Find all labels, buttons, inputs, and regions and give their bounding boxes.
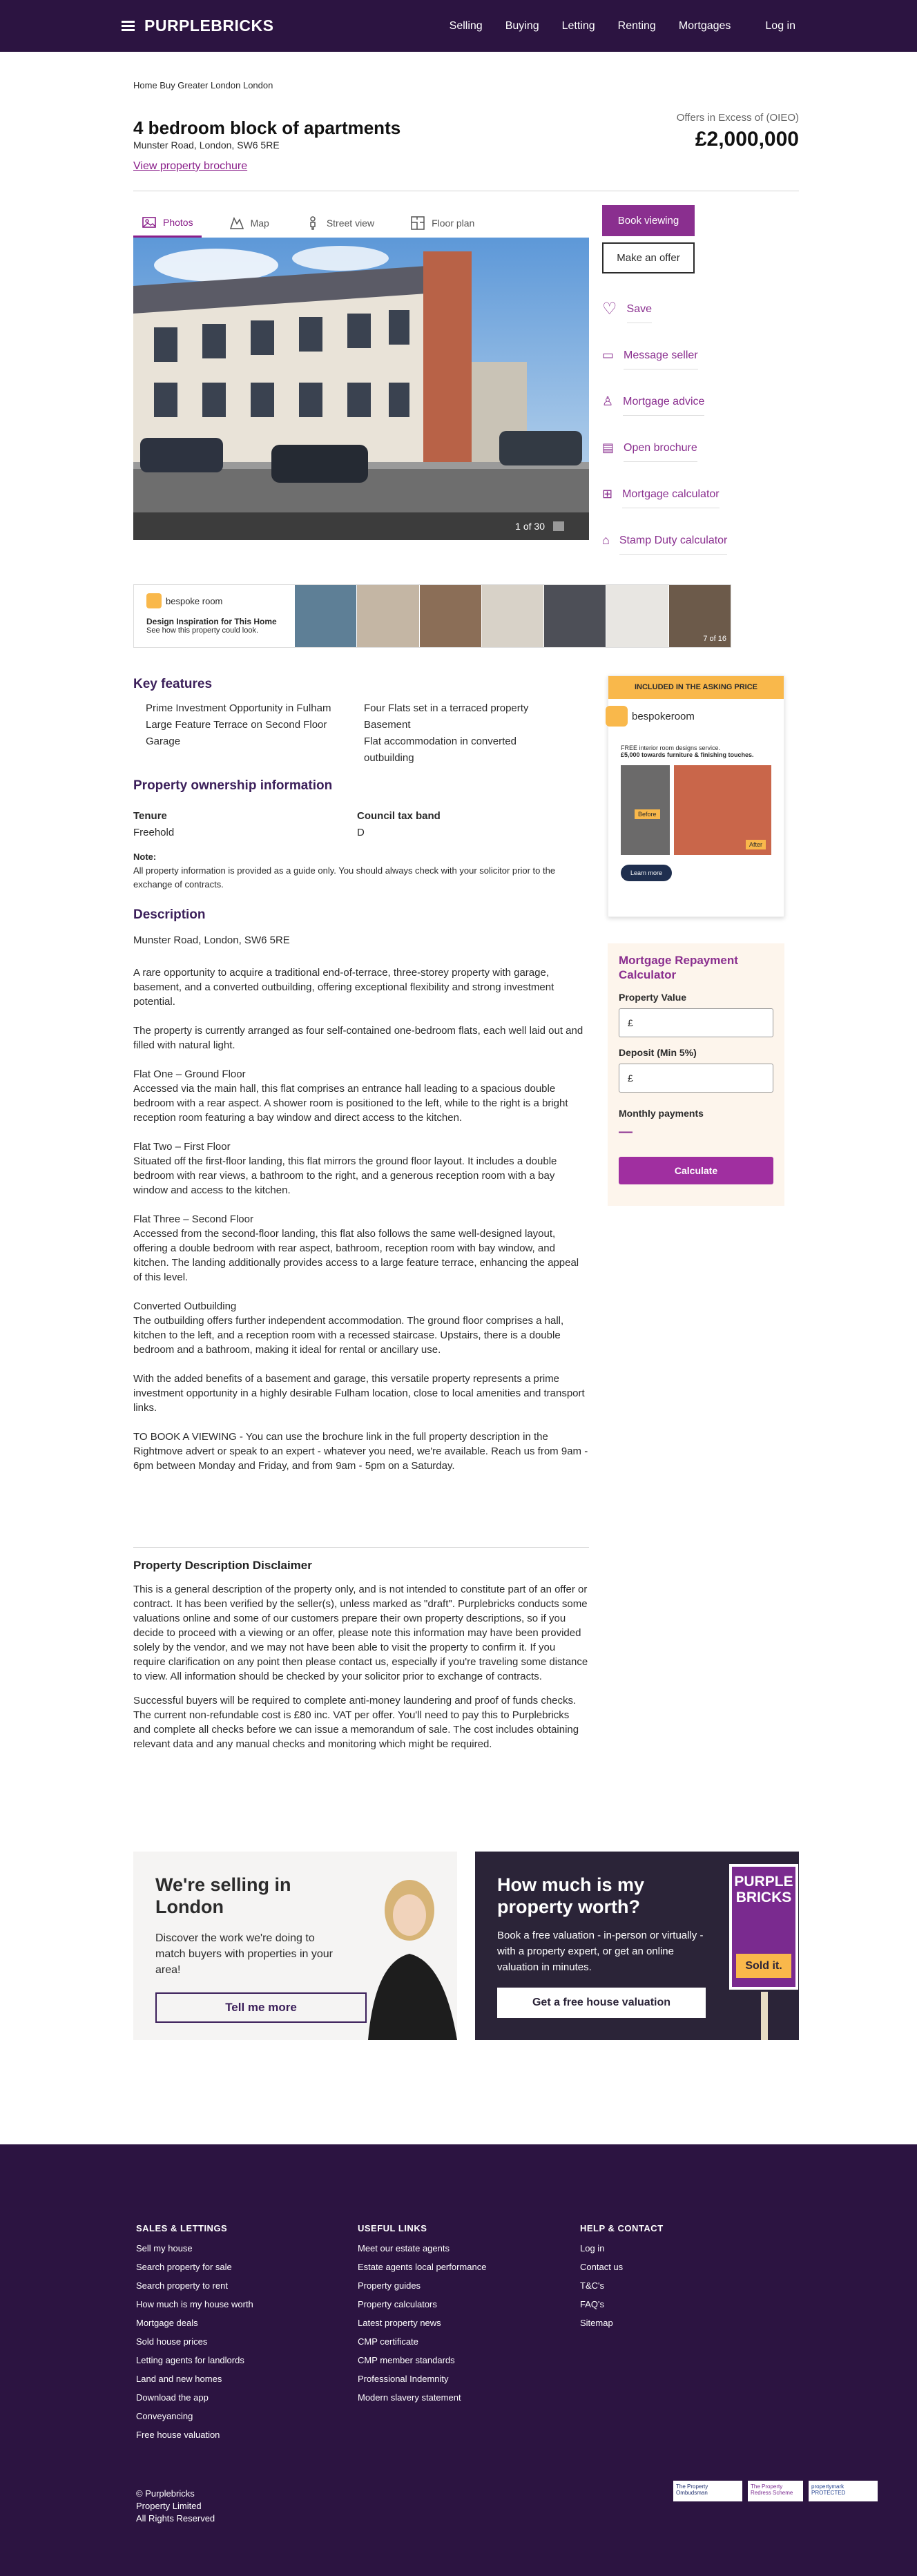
tab-label: Photos <box>163 216 193 228</box>
copyright-line: © Purplebricks <box>136 2488 195 2499</box>
description-body <box>133 933 589 1488</box>
calculator-icon: ⊞ <box>602 487 613 501</box>
footer-link[interactable]: T&C's <box>580 2280 604 2291</box>
footer-link[interactable]: Sell my house <box>136 2243 193 2253</box>
footer-link[interactable]: Property calculators <box>358 2299 437 2309</box>
page-title: 4 bedroom block of apartments <box>133 117 401 138</box>
tab-photos[interactable] <box>133 209 202 238</box>
feature-item: Prime Investment Opportunity in Fulham <box>146 702 331 714</box>
feature-item: Flat accommodation in converted outbuilding <box>364 736 517 764</box>
chat-icon: ▭ <box>602 348 615 362</box>
home-icon: ⌂ <box>602 533 610 547</box>
nav-renting[interactable]: Renting <box>617 19 656 32</box>
make-offer-button[interactable]: Make an offer <box>602 242 695 273</box>
map-icon <box>229 215 244 231</box>
room-tile <box>543 585 606 647</box>
footer-link[interactable]: Search property to rent <box>136 2280 228 2291</box>
open-brochure-action[interactable] <box>602 425 768 471</box>
divider <box>133 1547 589 1548</box>
promo-valuation-text: Book a free valuation - in-person or virtually - with a property expert, or get an online valuation in minutes. <box>497 1930 704 1973</box>
monthly-payments-label: Monthly payments <box>619 1108 704 1119</box>
nav-letting[interactable]: Letting <box>561 19 595 32</box>
deposit-label: Deposit (Min 5%) <box>619 1047 697 1058</box>
footer-link[interactable]: Meet our estate agents <box>358 2243 450 2253</box>
banner-text <box>134 585 294 647</box>
monthly-payments-value: — <box>619 1124 633 1140</box>
room-tile <box>668 585 731 647</box>
ad-images <box>621 765 771 855</box>
description-paragraph: TO BOOK A VIEWING - You can use the brochure link in the full property description in the Rightmove advert or speak to an expert - whatever you need, we're available. Reach us from 9am - 6pm between Monday and Friday, and from 9am - 5pm on a Saturday. <box>133 1431 588 1472</box>
book-viewing-button[interactable]: Book viewing <box>602 205 695 236</box>
banner-tiles <box>294 585 731 647</box>
promo-selling <box>133 1852 457 2040</box>
footer-link[interactable]: Download the app <box>136 2392 209 2403</box>
gallery-icon[interactable] <box>553 521 564 531</box>
disclaimer <box>133 1558 589 1761</box>
message-seller-action[interactable] <box>602 332 768 378</box>
photo-icon <box>142 215 157 230</box>
footer-link[interactable]: Professional Indemnity <box>358 2374 449 2384</box>
calculator-title: Mortgage Repayment Calculator <box>619 954 738 981</box>
description-paragraph: Flat One – Ground Floor Accessed via the main hall, this flat comprises an entrance hall leading to a spacious double bedroom with a rear aspect. A shower room is positioned to the left, while to the right is a bright reception room featuring a bay window and direct access to the kitchen. <box>133 1068 568 1124</box>
mortgage-calculator <box>608 943 784 1206</box>
after-image <box>674 765 771 855</box>
sign-post <box>761 1992 768 2040</box>
bespoke-logo-icon <box>146 593 162 608</box>
key-features-heading: Key features <box>133 677 213 691</box>
logo[interactable] <box>122 17 273 35</box>
promo-valuation <box>475 1852 799 2040</box>
description-paragraph: Flat Three – Second Floor Accessed from the second-floor landing, this flat also follows the same well-designed layout, offering a double bedroom with rear aspect, bathroom, reception room with bay window, and kitchen. The landing additionally provides access to a large feature terrace, enhancing the appeal of this level. <box>133 1213 579 1283</box>
footer-link[interactable]: Conveyancing <box>136 2411 193 2421</box>
ad-body <box>608 699 784 888</box>
price: £2,000,000 <box>695 128 799 151</box>
ownership-heading: Property ownership information <box>133 778 333 793</box>
menu-icon[interactable] <box>122 19 135 33</box>
tab-label: Floor plan <box>432 218 475 229</box>
footer-link[interactable]: Latest property news <box>358 2318 441 2328</box>
footer-heading: USEFUL LINKS <box>358 2223 427 2233</box>
note-text: All property information is provided as a guide only. You should always check with your solicitor prior to the exchange of contracts. <box>133 865 556 890</box>
footer-col-help <box>580 2223 664 2336</box>
nav-mortgages[interactable]: Mortgages <box>678 19 731 32</box>
tenure-block <box>133 808 174 841</box>
message-seller-label: Message seller <box>624 349 698 369</box>
nav-buying[interactable]: Buying <box>505 19 539 32</box>
council-tax-label: Council tax band <box>357 810 441 822</box>
view-brochure-link[interactable]: View property brochure <box>133 160 248 172</box>
footer-link[interactable]: Search property for sale <box>136 2262 232 2272</box>
tell-me-more-button[interactable]: Tell me more <box>155 1992 367 2023</box>
feature-item: Garage <box>146 736 181 747</box>
tenure-label: Tenure <box>133 810 167 822</box>
mortgage-calculator-action[interactable] <box>602 471 768 517</box>
after-tag: After <box>746 840 766 849</box>
disclaimer-heading: Property Description Disclaimer <box>133 1559 312 1572</box>
property-value-label: Property Value <box>619 992 687 1003</box>
footer-link[interactable]: CMP member standards <box>358 2355 455 2365</box>
feature-item: Basement <box>364 719 411 731</box>
ad-brand: bespokeroom <box>632 710 695 722</box>
sold-sign <box>729 1864 798 1990</box>
footer-link[interactable]: Sitemap <box>580 2318 613 2328</box>
ad-line: FREE interior room designs service. <box>621 744 721 751</box>
ombudsman-badge[interactable]: The Property Ombudsman <box>673 2481 742 2501</box>
footer-link[interactable]: Modern slavery statement <box>358 2392 461 2403</box>
agent-photo <box>368 1872 457 2040</box>
bespoke-logo-icon <box>606 706 628 727</box>
footer-col-sales <box>136 2223 253 2448</box>
footer-link[interactable]: Land and new homes <box>136 2374 222 2384</box>
footer-heading: SALES & LETTINGS <box>136 2223 228 2233</box>
note-label: Note: <box>133 852 157 862</box>
key-features-left <box>146 700 331 750</box>
property-value-input[interactable]: £ <box>619 1008 773 1037</box>
promo-selling-text: Discover the work we're doing to match buyers with properties in your area! <box>155 1932 333 1976</box>
tab-label: Street view <box>326 218 375 229</box>
council-tax-block <box>357 808 441 841</box>
sign-sold-text: Sold it. <box>736 1954 791 1978</box>
mortgage-calculator-label: Mortgage calculator <box>622 488 720 508</box>
before-tag: Before <box>635 809 660 819</box>
heart-icon: ♡ <box>602 300 617 318</box>
main-nav <box>450 20 795 32</box>
photo-counter <box>133 512 589 540</box>
feature-item: Four Flats set in a terraced property <box>364 702 529 714</box>
room-tile <box>419 585 481 647</box>
stamp-duty-action[interactable] <box>602 517 768 564</box>
before-image <box>621 765 670 855</box>
listing-actions <box>602 205 768 564</box>
footer-col-useful <box>358 2223 486 2411</box>
copyright <box>136 2488 215 2525</box>
footer-link[interactable]: Free house valuation <box>136 2430 220 2440</box>
sign-brand-line: BRICKS <box>735 1890 792 1905</box>
house-illustration <box>133 238 589 540</box>
ad-line: £5,000 towards furniture & finishing touches. <box>621 751 754 758</box>
footer-link[interactable]: Log in <box>580 2243 605 2253</box>
footer-link[interactable]: How much is my house worth <box>136 2299 253 2309</box>
free-valuation-button[interactable]: Get a free house valuation <box>497 1988 706 2018</box>
footer-link[interactable]: Mortgage deals <box>136 2318 198 2328</box>
tab-street-view[interactable] <box>297 209 383 238</box>
price-qualifier: Offers in Excess of (OIEO) <box>676 112 799 124</box>
description-paragraph: Converted Outbuilding The outbuilding offers further independent accommodation. The ground floor comprises a hall, kitchen to the left, and a reception room with a recessed staircase. Upstairs, there is a double bedroom and a bathroom, making it ideal for rental or ancillary use. <box>133 1300 564 1356</box>
disclaimer-paragraph: This is a general description of the property only, and is not intended to constitute part of an offer or contract. It has been verified by the seller(s), unless marked as "draft". Purplebricks conducts some valuations online and some of our customers prepare their own property descriptions, so if you decide to proceed with a viewing or an offer, please note this information may have been provided solely by the vendor, and we may not have been able to visit the property to confirm it. If you require clarification on any point then please contact us, especially if you're traveling some distance to view. All information should be checked by your solicitor prior to exchange of contracts. <box>133 1584 588 1682</box>
copyright-line: All Rights Reserved <box>136 2513 215 2524</box>
description-paragraph: Flat Two – First Floor Situated off the first-floor landing, this flat mirrors the ground floor layout. It includes a double bedroom with rear views, a bathroom to the right, and a generous reception room with a bay window and access to the kitchen. <box>133 1141 557 1196</box>
footer-link[interactable]: Sold house prices <box>136 2336 208 2347</box>
footer-link[interactable]: CMP certificate <box>358 2336 418 2347</box>
description-heading: Description <box>133 907 206 922</box>
propertymark-badge[interactable]: propertymark PROTECTED <box>809 2481 878 2501</box>
tab-map[interactable] <box>221 209 278 238</box>
bespoke-room-ad[interactable] <box>608 675 784 917</box>
footer-heading: HELP & CONTACT <box>580 2223 664 2233</box>
room-tile <box>606 585 668 647</box>
mortgage-advice-action[interactable] <box>602 378 768 425</box>
brand-name: PURPLEBRICKS <box>144 17 274 35</box>
sign-brand-line: PURPLE <box>734 1874 793 1890</box>
deposit-input[interactable]: £ <box>619 1064 773 1093</box>
tab-floor-plan[interactable] <box>402 209 483 238</box>
description-paragraph: The property is currently arranged as four self-contained one-bedroom flats, each well laid out and filled with natural light. <box>133 1025 583 1051</box>
description-paragraph: A rare opportunity to acquire a traditional end-of-terrace, three-storey property with garage, basement, and a converted outbuilding, offering exceptional flexibility and strong investment potential. <box>133 967 554 1008</box>
tab-label: Map <box>250 218 269 229</box>
floor-plan-icon <box>410 215 425 231</box>
disclaimer-paragraph: Successful buyers will be required to complete anti-money laundering and proof of funds checks. The current non-refundable cost is £80 inc. VAT per offer. You'll need to pay this to Purplebricks and complete all checks before we can issue a memorandum of sale. The cost includes obtaining relevant data and any manual checks and monitoring which might be required. <box>133 1695 579 1750</box>
footer-link[interactable]: Letting agents for landlords <box>136 2355 244 2365</box>
promo-valuation-title: How much is my property worth? <box>497 1874 645 1917</box>
save-action[interactable] <box>602 286 768 332</box>
open-brochure-label: Open brochure <box>624 442 697 462</box>
ad-label: INCLUDED IN THE ASKING PRICE <box>608 676 784 699</box>
breadcrumb[interactable]: Home Buy Greater London London <box>133 80 273 90</box>
accreditation-badges <box>673 2481 878 2501</box>
feature-item: Large Feature Terrace on Second Floor <box>146 719 327 731</box>
footer-link[interactable]: FAQ's <box>580 2299 604 2309</box>
redress-badge[interactable]: The Property Redress Scheme <box>748 2481 803 2501</box>
property-photo[interactable] <box>133 238 589 540</box>
site-footer <box>0 2144 917 2576</box>
council-tax-value: D <box>357 827 365 838</box>
description-paragraph: With the added benefits of a basement and garage, this versatile property represents a prime investment opportunity in a highly desirable Fulham location, close to local amenities and transport links. <box>133 1373 585 1414</box>
banner-brand: bespoke room <box>166 595 223 606</box>
ownership-note <box>133 850 589 892</box>
key-features-right <box>364 700 543 767</box>
advisor-icon: ♙ <box>602 394 614 408</box>
copyright-line: Property Limited <box>136 2501 202 2511</box>
site-header <box>0 0 917 52</box>
banner-counter: 7 of 16 <box>703 635 726 643</box>
banner-headline: Design Inspiration for This Home <box>146 617 277 626</box>
footer-link[interactable]: Contact us <box>580 2262 624 2272</box>
mortgage-advice-label: Mortgage advice <box>623 396 704 416</box>
promo-selling-title: We're selling in London <box>155 1874 291 1917</box>
property-address: Munster Road, London, SW6 5RE <box>133 140 280 151</box>
photo-counter-text: 1 of 30 <box>515 521 545 532</box>
nav-login[interactable]: Log in <box>765 19 795 32</box>
description-paragraph: Munster Road, London, SW6 5RE <box>133 934 290 946</box>
person-icon <box>305 215 320 231</box>
stamp-duty-label: Stamp Duty calculator <box>619 535 728 555</box>
media-tabs <box>133 209 589 238</box>
room-tile <box>356 585 418 647</box>
bespoke-banner[interactable] <box>133 584 731 648</box>
footer-link[interactable]: Property guides <box>358 2280 421 2291</box>
room-tile <box>294 585 356 647</box>
calculate-button[interactable]: Calculate <box>619 1157 773 1184</box>
footer-link[interactable]: Estate agents local performance <box>358 2262 487 2272</box>
save-label: Save <box>627 303 652 323</box>
room-tile <box>481 585 543 647</box>
ad-learn-more-button[interactable]: Learn more <box>621 865 672 881</box>
banner-subtext: See how this property could look. <box>146 626 259 635</box>
tenure-value: Freehold <box>133 827 175 838</box>
nav-selling[interactable]: Selling <box>449 19 483 32</box>
book-icon: ▤ <box>602 441 615 454</box>
